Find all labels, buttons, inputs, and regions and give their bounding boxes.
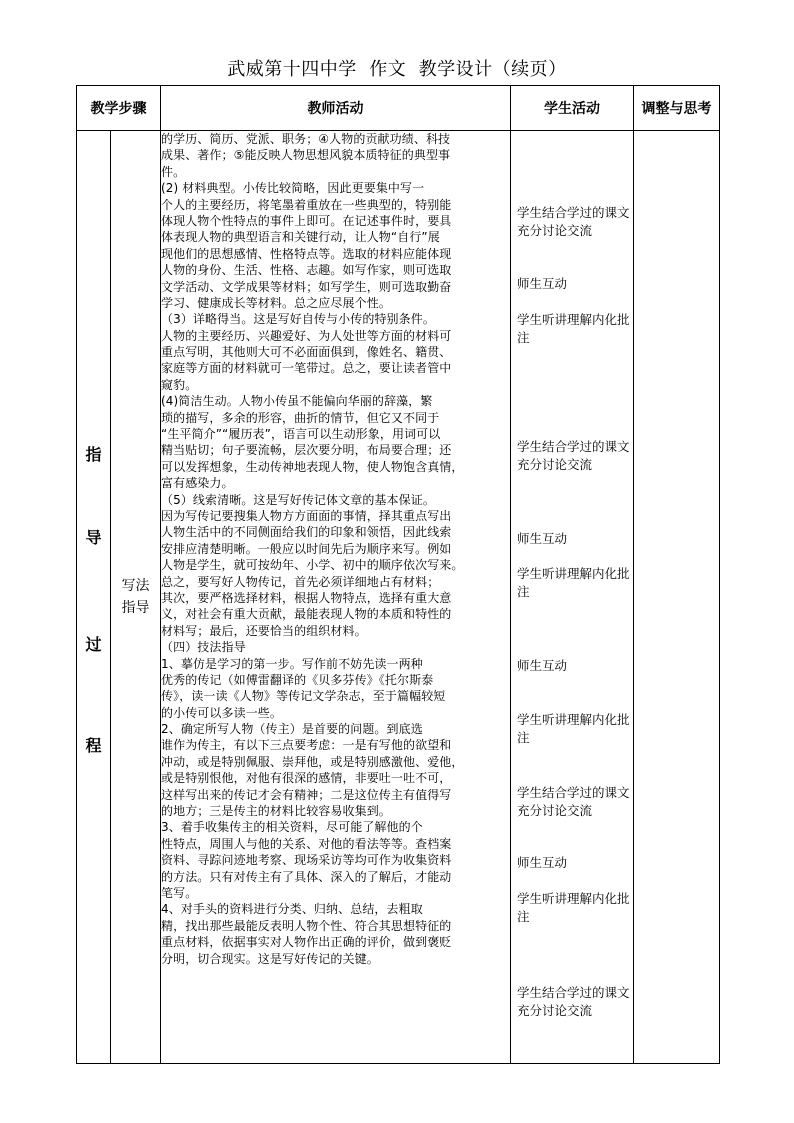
student-activity-item: 学生结合学过的课文充分讨论交流 <box>517 205 630 238</box>
teacher-text-line: 人物生活中的不同侧面给我们的印象和领悟，因此线索 <box>161 525 452 540</box>
stage-cell <box>77 131 111 1064</box>
teacher-text-line: 的学历、简历、党派、职务；④人物的贡献功绩、科技 <box>161 132 451 146</box>
student-activity-item: 学生听讲理解内化批注 <box>517 891 630 924</box>
teacher-text-line: 现他们的思想感情、性格特点等。选取的材料应能体现 <box>161 246 452 261</box>
header-reflection: 调整与思考 <box>634 86 720 131</box>
student-activity-item: 师生互动 <box>517 531 568 546</box>
substage-label-line: 写法 <box>121 578 150 594</box>
teacher-text-line: 家庭等方面的材料就可一笔带过。总之，要让读者管中 <box>161 361 452 376</box>
teacher-text-line: 的地方；三是传主的材料比较容易收集到。 <box>161 804 391 819</box>
teacher-text-line: 资料、寻踪问迹地考察、现场采访等均可作为收集资料 <box>161 853 452 868</box>
stage-char: 导 <box>85 528 102 547</box>
teacher-text-line: 人物的身份、生活、性格、志趣。如写作家，则可选取 <box>161 263 452 278</box>
teacher-text-line: 冲动，或是特别佩服、崇拜他，或是特别感激他、爱他， <box>161 754 464 769</box>
header-row <box>77 86 720 131</box>
teacher-text-line: 其次，要严格选择材料，根据人物特点，选择有重大意 <box>161 590 452 605</box>
teacher-text-line: 的方法。只有对传主有了具体、深入的了解后，才能动 <box>161 869 452 884</box>
teacher-text-line: 义，对社会有重大贡献，最能表现人物的本质和特性的 <box>161 607 452 622</box>
teacher-text-line: 1、摹仿是学习的第一步。写作前不妨先读一两种 <box>161 656 423 671</box>
teacher-text-line: 优秀的传记（如傅雷翻译的《贝多芬传》《托尔斯泰 <box>161 672 434 687</box>
teacher-text-line: 4、对手头的资料进行分类、归纳、总结，去粗取 <box>161 902 423 917</box>
teacher-text-line: 2、确定所写人物（传主）是首要的问题。到底选 <box>161 722 423 737</box>
substage-label-line: 指导 <box>121 600 150 616</box>
teacher-text-line: 体现人物个性特点的事件上即可。在记述事件时，要具 <box>161 213 452 228</box>
teacher-text-line: （3）详略得当。这是写好自传与小传的特别条件。 <box>161 312 435 327</box>
teacher-text-line: 性特点，周围人与他的关系、对他的看法等等。查档案 <box>161 836 452 851</box>
student-activity-item: 学生结合学过的课文充分讨论交流 <box>517 439 630 472</box>
student-activity-item: 学生听讲理解内化批注 <box>517 566 630 599</box>
teacher-text-line: 精，找出那些最能反表明人物个性、符合其思想特征的 <box>161 918 452 933</box>
student-activity-item: 学生结合学过的课文充分讨论交流 <box>517 785 630 818</box>
teacher-text-line: 人物的主要经历、兴趣爱好、为人处世等方面的材料可 <box>161 328 452 343</box>
student-activity-item: 师生互动 <box>517 855 568 870</box>
teacher-text-line: (2) 材料典型。小传比较简略，因此更要集中写一 <box>161 181 425 196</box>
student-activity-cell <box>511 131 634 1064</box>
teacher-activity-cell <box>161 131 511 1064</box>
teacher-text-line: 总之，要写好人物传记，首先必须详细地占有材料； <box>161 574 440 589</box>
teacher-text-line: 的小传可以多读一些。 <box>161 705 283 720</box>
teacher-text-line: 琐的描写，多余的形容，曲折的情节，但它又不同于 <box>161 410 440 425</box>
stage-char: 指 <box>85 445 102 464</box>
teacher-text-line: 成果、著作；⑤能反映人物思想风貌本质特征的典型事 <box>161 148 451 163</box>
teacher-activity-text <box>161 131 510 967</box>
teacher-text-line: (4)简洁生动。人物小传虽不能偏向华丽的辞藻，繁 <box>161 394 433 409</box>
student-activity-item: 学生结合学过的课文充分讨论交流 <box>517 985 630 1018</box>
teacher-text-line: 人物是学生，就可按幼年、小学、初中的顺序依次写来。 <box>161 558 464 573</box>
teacher-text-line: 传》，读一读《人物》等传记文学杂志，至于篇幅较短 <box>161 689 446 704</box>
teacher-text-line: 谁作为传主，有以下三点要考虑：一是有写他的欲望和 <box>161 738 452 753</box>
teacher-text-line: 重点材料，依据事实对人物作出正确的评价，做到褒贬 <box>161 935 452 950</box>
teacher-text-line: 富有感染力。 <box>161 476 234 491</box>
teacher-text-line: 学习、健康成长等材料。总之应尽展个性。 <box>161 295 391 310</box>
teacher-text-line: （四）技法指导 <box>161 640 246 655</box>
teacher-text-line: 体表现人物的典型语言和关键行动，让人物“自行”展 <box>161 230 440 245</box>
student-activity-item: 师生互动 <box>517 276 568 291</box>
teacher-text-line: 或是特别恨他，对他有很深的感情，非要吐一吐不可， <box>161 771 452 786</box>
teacher-text-line: 可以发挥想象，生动传神地表现人物，使人物饱含真情， <box>161 459 464 474</box>
teacher-text-line: 材料写；最后，还要恰当的组织材料。 <box>161 623 367 638</box>
student-activity-item: 师生互动 <box>517 658 568 673</box>
header-teacher-activity: 教师活动 <box>161 86 511 131</box>
stage-char: 过 <box>85 635 102 654</box>
teacher-text-line: 分明，切合现实。这是写好传记的关键。 <box>161 951 379 966</box>
teacher-text-line: 因为写传记要搜集人物方方面面的事情，择其重点写出 <box>161 508 452 523</box>
teacher-text-line: 笔写。 <box>161 885 198 900</box>
teacher-text-line: 精当贴切；句子要流畅，层次要分明，布局要合理；还 <box>161 443 452 458</box>
teacher-text-line: （5）线索清晰。这是写好传记体文章的基本保证。 <box>161 492 435 507</box>
content-row <box>77 131 720 1064</box>
page-title: 武威第十四中学 作文 教学设计（续页） <box>227 59 567 80</box>
teacher-text-line: 3、着手收集传主的相关资料，尽可能了解他的个 <box>161 820 423 835</box>
header-steps: 教学步骤 <box>77 86 161 131</box>
student-activity-item: 学生听讲理解内化批注 <box>517 712 630 745</box>
header-student-activity: 学生活动 <box>511 86 634 131</box>
stage-char: 程 <box>85 736 102 755</box>
teacher-text-line: 文学活动、文学成果等材料；如写学生，则可选取勤奋 <box>161 279 452 294</box>
student-activity-item: 学生听讲理解内化批注 <box>517 312 630 345</box>
teacher-text-line: 窥豹。 <box>161 377 198 392</box>
reflection-cell <box>634 131 720 1064</box>
teacher-text-line: 个人的主要经历，将笔墨着重放在一些典型的，特别能 <box>161 197 452 212</box>
substage-cell <box>111 131 161 1064</box>
teacher-text-line: 件。 <box>161 164 186 179</box>
teacher-text-line: 这样写出来的传记才会有精神；二是这位传主有值得写 <box>161 787 452 802</box>
teacher-text-line: 重点写明，其他则大可不必面面俱到，像姓名、籍贯、 <box>161 345 452 360</box>
teacher-text-line: 安排应清楚明晰。一般应以时间先后为顺序来写。例如 <box>161 541 452 556</box>
lesson-plan-table <box>76 85 720 1064</box>
teacher-text-line: “生平简介”“履历表”，语言可以生动形象，用词可以 <box>161 427 441 442</box>
